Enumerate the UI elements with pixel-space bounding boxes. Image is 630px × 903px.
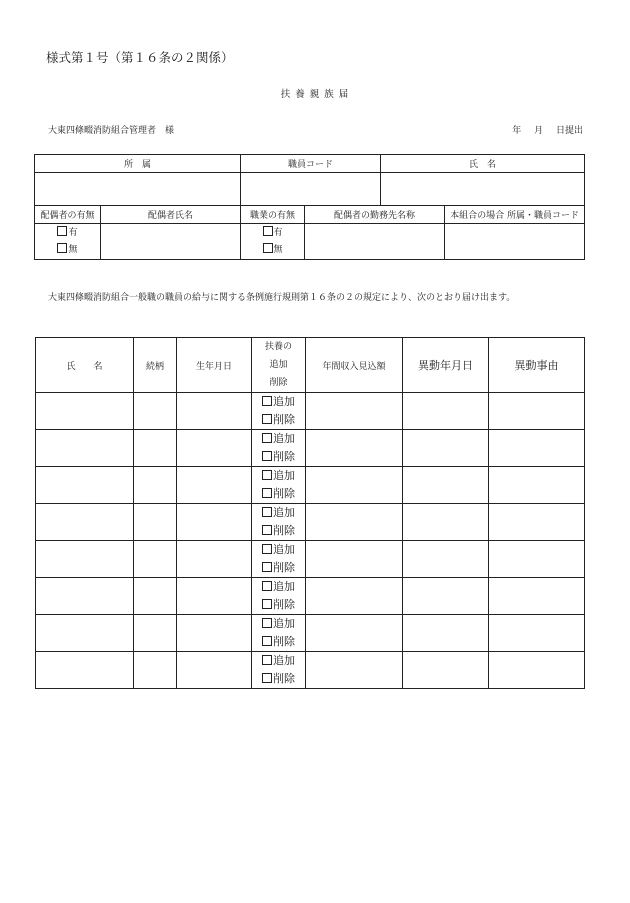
checkbox-icon[interactable] xyxy=(263,243,273,253)
delete-option[interactable]: 削除 xyxy=(262,596,305,614)
annual-income-cell[interactable] xyxy=(306,393,403,430)
checkbox-icon[interactable] xyxy=(262,507,272,517)
dependent-name-cell[interactable] xyxy=(36,578,134,615)
checkbox-icon[interactable] xyxy=(262,414,272,424)
relation-cell[interactable] xyxy=(134,430,177,467)
relation-cell[interactable] xyxy=(134,615,177,652)
checkbox-icon[interactable] xyxy=(262,451,272,461)
month-label: 月 xyxy=(534,126,544,136)
delete-option[interactable]: 削除 xyxy=(262,522,305,540)
birthdate-cell[interactable] xyxy=(177,578,252,615)
checkbox-icon[interactable] xyxy=(262,544,272,554)
relation-cell[interactable] xyxy=(134,578,177,615)
change-reason-cell[interactable] xyxy=(489,578,585,615)
relation-cell[interactable] xyxy=(134,467,177,504)
dependent-name-header: 氏 名 xyxy=(36,338,134,393)
relation-cell[interactable] xyxy=(134,652,177,689)
spouse-name-field[interactable] xyxy=(101,224,241,260)
birthdate-cell[interactable] xyxy=(177,615,252,652)
change-date-header: 異動年月日 xyxy=(403,338,489,393)
year-label: 年 xyxy=(512,126,522,136)
addressee: 大東四條畷消防組合管理者 様 xyxy=(48,126,175,136)
dependent-name-cell[interactable] xyxy=(36,652,134,689)
annual-income-cell[interactable] xyxy=(306,430,403,467)
add-option[interactable]: 追加 xyxy=(262,430,305,448)
add-option[interactable]: 追加 xyxy=(262,393,305,411)
delete-option[interactable]: 削除 xyxy=(262,559,305,577)
has-job-header: 職業の有無 xyxy=(241,206,305,224)
checkbox-icon[interactable] xyxy=(262,599,272,609)
annual-income-cell[interactable] xyxy=(306,578,403,615)
add-option[interactable]: 追加 xyxy=(262,615,305,633)
change-date-cell[interactable] xyxy=(403,504,489,541)
change-reason-cell[interactable] xyxy=(489,615,585,652)
job-no-option[interactable]: 無 xyxy=(241,242,304,259)
delete-option[interactable]: 削除 xyxy=(262,670,305,688)
add-option[interactable]: 追加 xyxy=(262,578,305,596)
dependent-name-cell[interactable] xyxy=(36,393,134,430)
dependent-name-cell[interactable] xyxy=(36,615,134,652)
checkbox-icon[interactable] xyxy=(57,243,67,253)
dependent-name-cell[interactable] xyxy=(36,541,134,578)
change-reason-header: 異動事由 xyxy=(489,338,585,393)
action-cell xyxy=(252,393,306,430)
document-title: 扶 養 親 族 届 xyxy=(280,89,350,100)
birthdate-cell[interactable] xyxy=(177,652,252,689)
change-date-cell[interactable] xyxy=(403,652,489,689)
add-option[interactable]: 追加 xyxy=(262,541,305,559)
spouse-exists-header: 配偶者の有無 xyxy=(35,206,101,224)
action-cell xyxy=(252,504,306,541)
relation-cell[interactable] xyxy=(134,541,177,578)
birthdate-cell[interactable] xyxy=(177,467,252,504)
birthdate-cell[interactable] xyxy=(177,541,252,578)
same-union-header: 本組合の場合 所属・職員コード xyxy=(445,206,585,224)
change-reason-cell[interactable] xyxy=(489,467,585,504)
job-yes-option[interactable]: 有 xyxy=(241,225,304,242)
delete-option[interactable]: 削除 xyxy=(262,411,305,429)
birthdate-cell[interactable] xyxy=(177,393,252,430)
dependent-name-cell[interactable] xyxy=(36,504,134,541)
action-cell xyxy=(252,652,306,689)
change-reason-cell[interactable] xyxy=(489,504,585,541)
delete-option[interactable]: 削除 xyxy=(262,485,305,503)
checkbox-icon[interactable] xyxy=(262,488,272,498)
form-number: 様式第１号（第１６条の２関係） xyxy=(46,50,234,65)
spouse-yes-option[interactable]: 有 xyxy=(35,225,100,242)
action-cell xyxy=(252,467,306,504)
checkbox-icon[interactable] xyxy=(262,470,272,480)
intro-statement: 大東四條畷消防組合一般職の職員の給与に関する条例施行規則第１６条の２の規定により、次のとおり届け出ます。 xyxy=(48,293,516,303)
spouse-workplace-header: 配偶者の勤務先名称 xyxy=(305,206,445,224)
checkbox-icon[interactable] xyxy=(262,581,272,591)
table-row xyxy=(36,615,585,652)
spouse-workplace-field[interactable] xyxy=(305,224,445,260)
change-reason-cell[interactable] xyxy=(489,430,585,467)
annual-income-cell[interactable] xyxy=(306,615,403,652)
change-date-cell[interactable] xyxy=(403,467,489,504)
birthdate-cell[interactable] xyxy=(177,430,252,467)
spouse-name-header: 配偶者氏名 xyxy=(101,206,241,224)
dependent-action-header: 扶養の 追加 削除 xyxy=(252,338,306,393)
affiliation-field[interactable] xyxy=(35,173,241,206)
dependent-name-cell[interactable] xyxy=(36,467,134,504)
change-date-cell[interactable] xyxy=(403,430,489,467)
checkbox-icon[interactable] xyxy=(262,525,272,535)
spouse-no-option[interactable]: 無 xyxy=(35,242,100,259)
annual-income-cell[interactable] xyxy=(306,467,403,504)
add-option[interactable]: 追加 xyxy=(262,504,305,522)
checkbox-icon[interactable] xyxy=(263,226,273,236)
annual-income-header: 年間収入見込額 xyxy=(306,338,403,393)
change-reason-cell[interactable] xyxy=(489,393,585,430)
staff-code-field[interactable] xyxy=(241,173,381,206)
table-row xyxy=(36,430,585,467)
dependents-table xyxy=(35,337,585,689)
action-cell xyxy=(252,615,306,652)
affiliation-header: 所 属 xyxy=(35,155,241,173)
annual-income-cell[interactable] xyxy=(306,652,403,689)
add-option[interactable]: 追加 xyxy=(262,467,305,485)
table-row xyxy=(36,467,585,504)
change-reason-cell[interactable] xyxy=(489,652,585,689)
table-row xyxy=(36,652,585,689)
checkbox-icon[interactable] xyxy=(262,673,272,683)
name-header: 氏 名 xyxy=(381,155,585,173)
birthdate-cell[interactable] xyxy=(177,504,252,541)
change-date-cell[interactable] xyxy=(403,578,489,615)
name-field[interactable] xyxy=(381,173,585,206)
checkbox-icon[interactable] xyxy=(262,636,272,646)
annual-income-cell[interactable] xyxy=(306,504,403,541)
delete-option[interactable]: 削除 xyxy=(262,448,305,466)
has-job-options xyxy=(241,224,305,260)
employee-info-table xyxy=(34,154,585,260)
checkbox-icon[interactable] xyxy=(262,618,272,628)
add-option[interactable]: 追加 xyxy=(262,652,305,670)
day-submitted-label: 日提出 xyxy=(555,126,583,136)
table-row xyxy=(36,393,585,430)
table-row xyxy=(36,541,585,578)
change-date-cell[interactable] xyxy=(403,393,489,430)
annual-income-cell[interactable] xyxy=(306,541,403,578)
same-union-field[interactable] xyxy=(445,224,585,260)
relation-header: 続柄 xyxy=(134,338,177,393)
action-cell xyxy=(252,430,306,467)
submission-date-line xyxy=(512,123,583,136)
action-cell xyxy=(252,541,306,578)
delete-option[interactable]: 削除 xyxy=(262,633,305,651)
table-row xyxy=(36,578,585,615)
dependent-name-cell[interactable] xyxy=(36,430,134,467)
checkbox-icon[interactable] xyxy=(57,226,67,236)
checkbox-icon[interactable] xyxy=(262,433,272,443)
change-date-cell[interactable] xyxy=(403,615,489,652)
birthdate-header: 生年月日 xyxy=(177,338,252,393)
spouse-exists-options xyxy=(35,224,101,260)
checkbox-icon[interactable] xyxy=(262,655,272,665)
relation-cell[interactable] xyxy=(134,393,177,430)
staff-code-header: 職員コード xyxy=(241,155,381,173)
checkbox-icon[interactable] xyxy=(262,562,272,572)
table-row xyxy=(36,504,585,541)
relation-cell[interactable] xyxy=(134,504,177,541)
action-cell xyxy=(252,578,306,615)
checkbox-icon[interactable] xyxy=(262,396,272,406)
change-reason-cell[interactable] xyxy=(489,541,585,578)
change-date-cell[interactable] xyxy=(403,541,489,578)
